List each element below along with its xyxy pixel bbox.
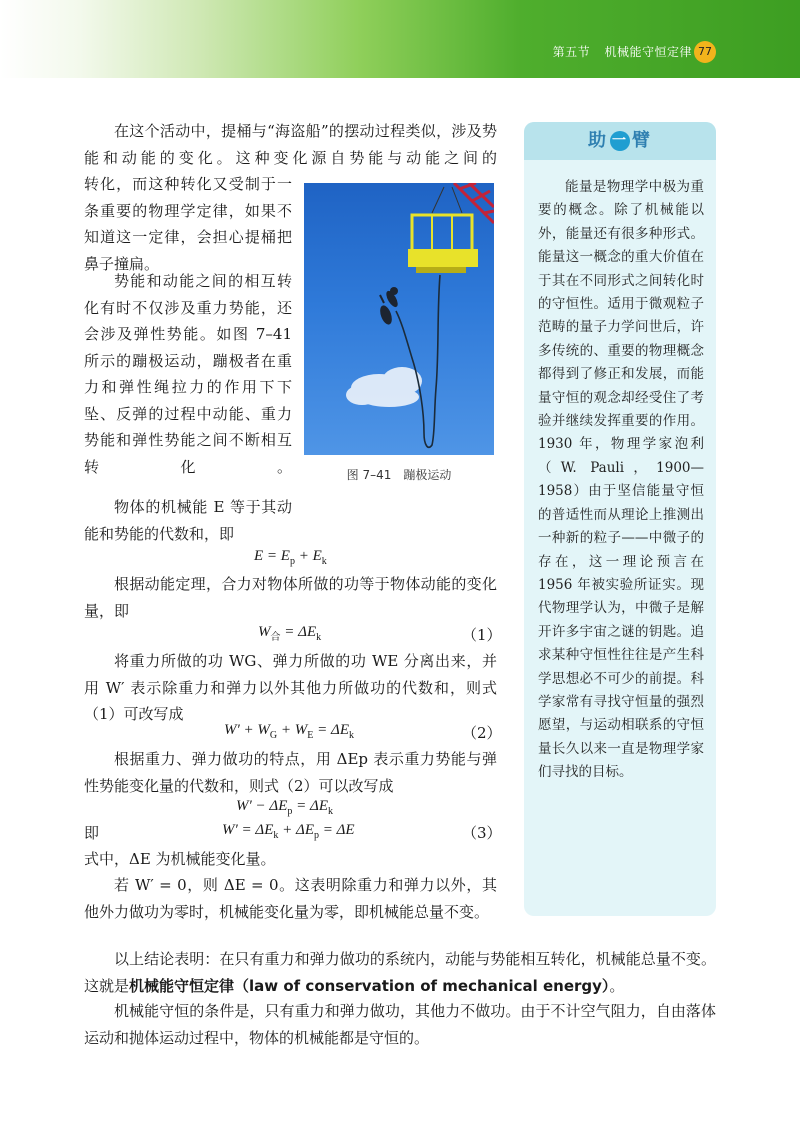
bungee-photo bbox=[304, 183, 494, 455]
paragraph-conservation-law bbox=[84, 946, 716, 999]
conservation-law-english: （law of conservation of mechanical energy） bbox=[234, 976, 610, 995]
running-header bbox=[553, 43, 692, 60]
crane-cables bbox=[432, 187, 462, 213]
sidebar-title bbox=[524, 122, 716, 160]
bungee-jumper bbox=[378, 287, 400, 326]
crane-arm bbox=[454, 183, 494, 223]
paragraph-potential-change: 根据重力、弹力做功的特点，用 ΔEp 表示重力势能与弹性势能变化量的代数和，则式（2）可以改写成 bbox=[84, 750, 497, 795]
conservation-law-term: 机械能守恒定律 bbox=[129, 976, 235, 995]
conservation-law-end: 。 bbox=[609, 976, 625, 995]
paragraph-mechanical-energy: 物体的机械能 E 等于其动能和势能的代数和，即 bbox=[84, 498, 292, 543]
equation-number-2: （2） bbox=[462, 724, 502, 742]
sidebar-title-left: 助 bbox=[588, 130, 608, 151]
paragraph-bungee: 势能和动能之间的相互转化有时不仅涉及重力势能，还会涉及弹性势能。如图 7–41 所示的蹦极运动，蹦极者在重力和弹性绳拉力的作用下下坠、反弹的过程中动能、重力势能和弹性势能之间不断相互转化。 bbox=[84, 272, 292, 476]
paragraph-conservation-condition: 机械能守恒的条件是，只有重力和弹力做功，其他力不做功。由于不计空气阻力，自由落体运动和抛体运动过程中，物体的机械能都是守恒的。 bbox=[84, 1002, 716, 1047]
equation-number-1: （1） bbox=[462, 626, 502, 644]
bungee-cage bbox=[408, 215, 478, 273]
sidebar-title-mid: 一 bbox=[612, 133, 628, 149]
page-number: 77 bbox=[694, 41, 716, 63]
formula-eq3: $W' = \Delta E_k + \Delta E_p = \Delta E$ bbox=[222, 822, 355, 841]
paragraph-separate-work: 将重力所做的功 WG、弹力所做的功 WE 分离出来，并用 W′ 表示除重力和弹力以外其他力所做功的代数和，则式（1）可改写成 bbox=[84, 652, 497, 723]
sidebar-text: 能量是物理学中极为重要的概念。除了机械能以外，能量还有很多种形式。能量这一概念的重大价值在于其在不同形式之间转化时的守恒性。适用于微观粒子范畴的量子力学问世后，许多传统的、重要的物理概念都得到了修正和发展，而能量守恒的观念却经受住了考验并继续发挥重要的作用。1930 年，物理学家泡利（W. Pauli，1900—1958）由于坚信能量守恒的普适性而从理论上推测出一种新的粒子——中微子的存在，这一理论预言在 1956 年被实验所证实。现代物理学认为，中微子是解开许多宇宙之谜的钥匙。追求某种守恒性往往是产生科学思想必不可少的前提。科学家常有寻找守恒量的强烈愿望，与运动相联系的守恒量长久以来一直是物理学家们寻找的目标。 bbox=[538, 179, 704, 781]
conservation-law-intro: 以上结论表明：在只有重力和弹力做功的系统内，动能与势能相互转化，机械能总量不变。这就是 bbox=[84, 950, 716, 995]
figure-caption: 图 7–41 蹦极运动 bbox=[346, 468, 452, 482]
cloud-shape bbox=[346, 367, 422, 407]
bungee-illustration bbox=[304, 183, 494, 455]
sidebar-box bbox=[524, 122, 716, 916]
formula-eq3a: $W' - \Delta E_p = \Delta E_k$ bbox=[236, 798, 333, 817]
paragraph-intro-wide: 在这个活动中，提桶与“海盗船”的摆动过程类似，涉及势能和动能的变化。这种变化源自势能与动能之间的 bbox=[84, 122, 497, 167]
paragraph-kinetic-theorem: 根据动能定理，合力对物体所做的功等于物体动能的变化量，即 bbox=[84, 575, 497, 620]
sidebar-title-right: 臂 bbox=[632, 130, 652, 151]
formula-mechanical-energy: $E = E_p + E_k$ bbox=[254, 548, 327, 567]
formula-eq1: $W_合 = \Delta E_k$ bbox=[258, 624, 322, 643]
section-label: 第五节 bbox=[552, 45, 591, 59]
section-title: 机械能守恒定律 bbox=[604, 45, 692, 59]
paragraph-conclusion: 若 W′ = 0，则 ΔE = 0。这表明除重力和弹力以外，其他外力做功为零时，机械能变化量为零，即机械能总量不变。 bbox=[84, 876, 497, 921]
bungee-cord bbox=[396, 275, 440, 447]
paragraph-intro-narrow: 转化，而这种转化又受制于一条重要的物理学定律，如果不知道这一定律，会担心提桶把鼻子撞扁。 bbox=[84, 175, 292, 273]
label-ji: 即 bbox=[84, 824, 100, 842]
equation-number-3: （3） bbox=[462, 824, 502, 842]
header-band bbox=[0, 0, 800, 78]
paragraph-delta-e: 式中，ΔE 为机械能变化量。 bbox=[84, 850, 276, 868]
formula-eq2: $W' + W_G + W_E = \Delta E_k$ bbox=[224, 722, 354, 741]
